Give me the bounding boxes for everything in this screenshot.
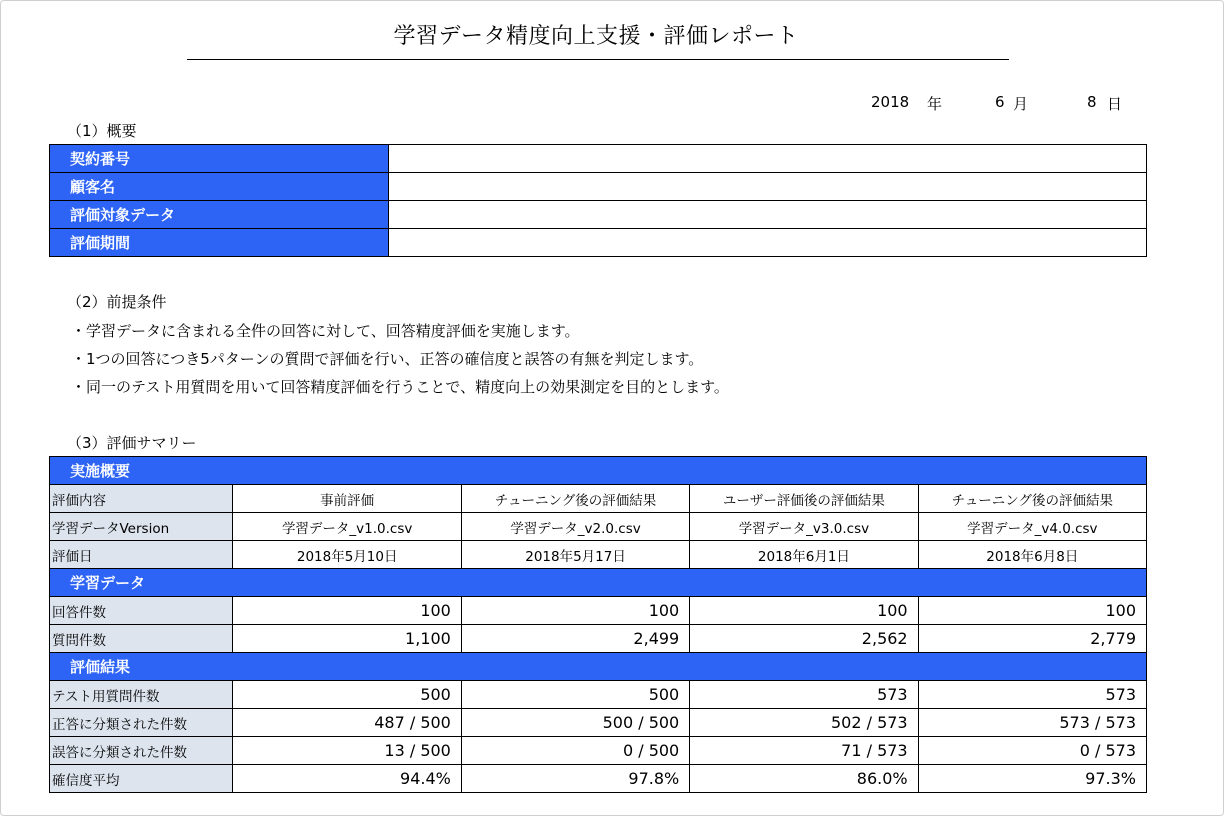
summary-row (50, 625, 1147, 653)
row-label: 誤答に分類された件数 (50, 737, 233, 765)
overview-label: 顧客名 (50, 173, 389, 201)
table-cell: 学習データ_v1.0.csv (233, 513, 461, 541)
table-cell: ユーザー評価後の評価結果 (690, 485, 918, 513)
section-overview-heading: （1）概要 (67, 122, 137, 140)
date-month-unit: 月 (1013, 95, 1029, 113)
table-cell: 573 / 573 (918, 709, 1146, 737)
summary-row (50, 597, 1147, 625)
overview-table (49, 144, 1147, 257)
table-cell: 573 (690, 681, 918, 709)
report-title: 学習データ精度向上支援・評価レポート (393, 24, 799, 49)
group-header-row (50, 569, 1147, 597)
table-cell: 573 (918, 681, 1146, 709)
table-cell: 2018年6月8日 (918, 541, 1146, 569)
date-year: 2018 (871, 93, 910, 111)
summary-table (49, 456, 1147, 793)
summary-row (50, 485, 1147, 513)
group-header-row (50, 653, 1147, 681)
table-cell: 2,779 (918, 625, 1146, 653)
summary-row (50, 513, 1147, 541)
overview-label: 評価期間 (50, 229, 389, 257)
overview-value-cell[interactable] (389, 173, 1147, 201)
table-cell: 500 (233, 681, 461, 709)
row-label: テスト用質問件数 (50, 681, 233, 709)
group-header-row (50, 457, 1147, 485)
row-label: 評価日 (50, 541, 233, 569)
table-cell: 2018年5月17日 (461, 541, 689, 569)
table-cell: 学習データ_v4.0.csv (918, 513, 1146, 541)
overview-row (50, 145, 1147, 173)
overview-row (50, 229, 1147, 257)
table-cell: チューニング後の評価結果 (918, 485, 1146, 513)
table-cell: 2018年5月10日 (233, 541, 461, 569)
table-cell: 学習データ_v3.0.csv (690, 513, 918, 541)
table-cell: チューニング後の評価結果 (461, 485, 689, 513)
table-cell: 86.0% (690, 765, 918, 793)
table-cell: 100 (233, 597, 461, 625)
summary-row (50, 541, 1147, 569)
row-label: 正答に分類された件数 (50, 709, 233, 737)
row-label: 学習データVersion (50, 513, 233, 541)
table-cell: 0 / 573 (918, 737, 1146, 765)
table-cell: 97.8% (461, 765, 689, 793)
row-label: 確信度平均 (50, 765, 233, 793)
prerequisite-bullet: ・学習データに含まれる全件の回答に対して、回答精度評価を実施します。 (71, 322, 580, 340)
table-cell: 502 / 573 (690, 709, 918, 737)
table-cell: 97.3% (918, 765, 1146, 793)
overview-row (50, 201, 1147, 229)
table-cell: 500 (461, 681, 689, 709)
table-cell: 71 / 573 (690, 737, 918, 765)
row-label: 回答件数 (50, 597, 233, 625)
table-cell: 学習データ_v2.0.csv (461, 513, 689, 541)
table-cell: 2018年6月1日 (690, 541, 918, 569)
overview-value-cell[interactable] (389, 229, 1147, 257)
date-month: 6 (995, 93, 1005, 111)
overview-label: 契約番号 (50, 145, 389, 173)
group-header-evaluation-results: 評価結果 (50, 653, 1147, 681)
table-cell: 100 (690, 597, 918, 625)
overview-value-cell[interactable] (389, 201, 1147, 229)
section-summary-heading: （3）評価サマリー (67, 434, 197, 452)
summary-row (50, 765, 1147, 793)
group-header-training-data: 学習データ (50, 569, 1147, 597)
group-header-implementation: 実施概要 (50, 457, 1147, 485)
date-day: 8 (1087, 93, 1097, 111)
table-cell: 2,562 (690, 625, 918, 653)
overview-label: 評価対象データ (50, 201, 389, 229)
table-cell: 500 / 500 (461, 709, 689, 737)
table-cell: 100 (918, 597, 1146, 625)
row-label: 評価内容 (50, 485, 233, 513)
summary-row (50, 709, 1147, 737)
summary-row (50, 681, 1147, 709)
table-cell: 事前評価 (233, 485, 461, 513)
prerequisite-bullet: ・1つの回答につき5パターンの質問で評価を行い、正答の確信度と誤答の有無を判定します。 (71, 350, 704, 368)
prerequisite-bullet: ・同一のテスト用質問を用いて回答精度評価を行うことで、精度向上の効果測定を目的とします。 (71, 378, 729, 396)
row-label: 質問件数 (50, 625, 233, 653)
table-cell: 0 / 500 (461, 737, 689, 765)
date-year-unit: 年 (927, 95, 943, 113)
table-cell: 487 / 500 (233, 709, 461, 737)
table-cell: 94.4% (233, 765, 461, 793)
date-day-unit: 日 (1107, 95, 1123, 113)
overview-value-cell[interactable] (389, 145, 1147, 173)
section-prerequisites-heading: （2）前提条件 (67, 293, 167, 311)
table-cell: 13 / 500 (233, 737, 461, 765)
title-underline (187, 59, 1009, 60)
table-cell: 2,499 (461, 625, 689, 653)
summary-row (50, 737, 1147, 765)
table-cell: 100 (461, 597, 689, 625)
table-cell: 1,100 (233, 625, 461, 653)
overview-row (50, 173, 1147, 201)
